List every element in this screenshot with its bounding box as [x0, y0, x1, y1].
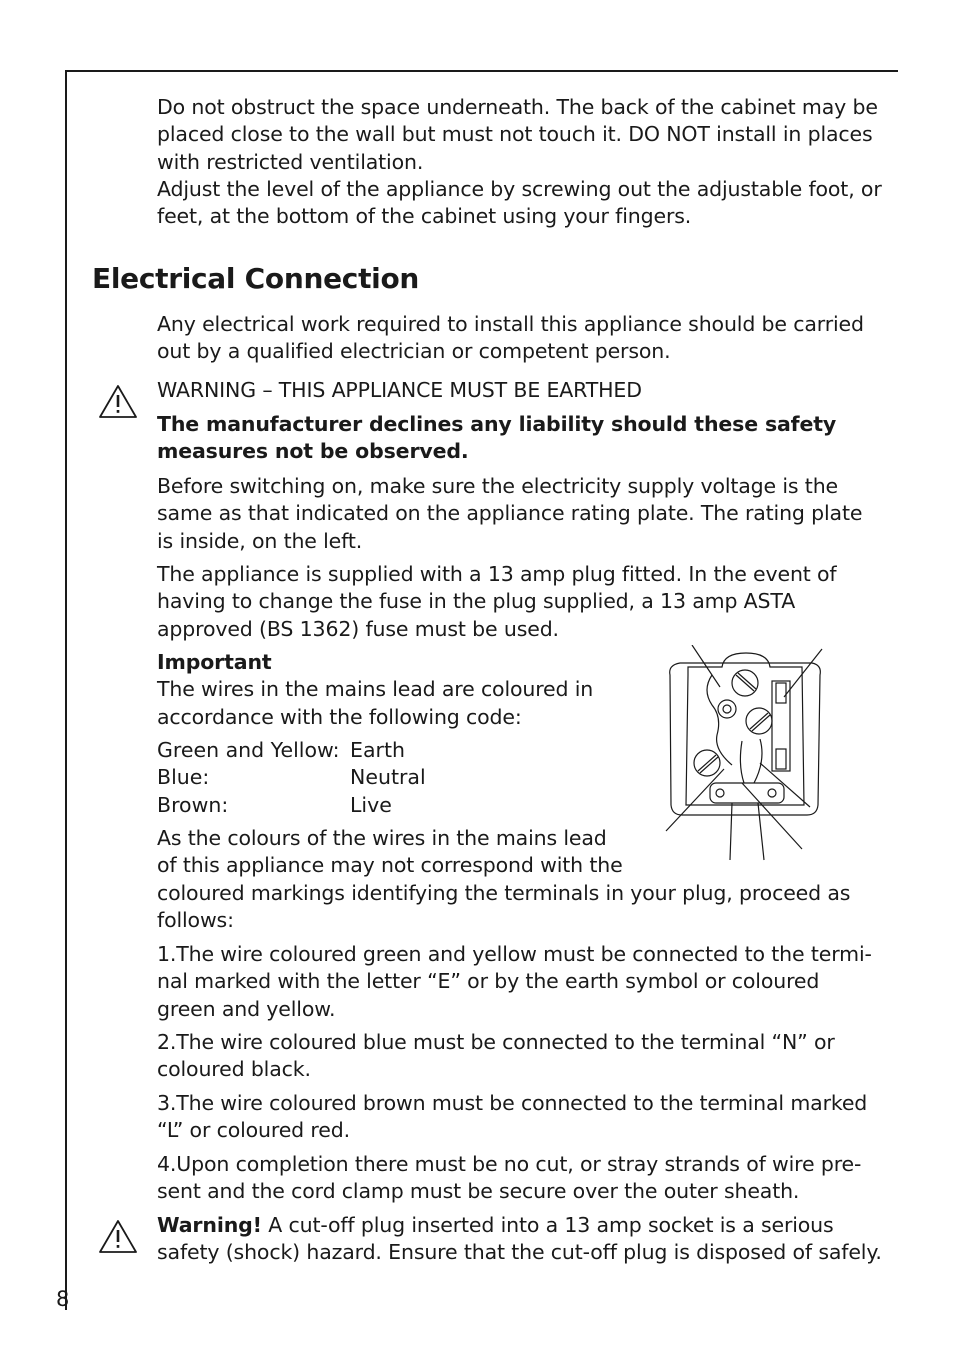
- voltage-text: Before switching on, make sure the electricity supply voltage is the same as that indicated on the appliance rating plate. The rating plate is inside, on the left.: [157, 474, 863, 553]
- step-text: 2.The wire coloured blue must be connected to the terminal “N” or coloured black.: [157, 1030, 835, 1082]
- wire-color: Green and Yellow:: [157, 738, 340, 762]
- final-warning-label: Warning!: [157, 1213, 262, 1237]
- section-heading: Electrical Connection: [92, 262, 420, 295]
- warning-title-block: [157, 377, 882, 404]
- warning-title: WARNING – THIS APPLIANCE MUST BE EARTHED: [157, 378, 642, 402]
- left-rule: [65, 70, 67, 1310]
- step-2: [157, 1029, 882, 1084]
- color-code-row: [157, 792, 426, 819]
- step-text: 1.The wire coloured green and yellow must be connected to the termi-nal marked with the letter “E” or by the earth symbol or coloured green and yellow.: [157, 942, 872, 1021]
- warning-triangle-icon: [98, 1219, 138, 1255]
- step-1: [157, 941, 882, 1023]
- step-text: 3.The wire coloured brown must be connected to the terminal marked “L” or coloured red.: [157, 1091, 868, 1143]
- warning-triangle-icon: [98, 384, 138, 420]
- plug-wiring-diagram: [662, 645, 830, 863]
- intro-paragraph-2: Adjust the level of the appliance by screwing out the adjustable foot, or feet, at the bottom of the cabinet using your fingers.: [157, 176, 882, 229]
- plug-supplied-block: [157, 561, 882, 643]
- important-label: Important: [157, 650, 272, 674]
- final-warning-paragraph: [157, 1212, 882, 1267]
- colours-line-2: of this appliance may not correspond with the: [157, 853, 623, 878]
- color-code-row: [157, 737, 426, 764]
- wires-line-2: accordance with the following code:: [157, 704, 522, 729]
- section-intro: [157, 311, 882, 366]
- color-code-table: [157, 737, 426, 819]
- liability-block: [157, 411, 882, 466]
- step-4: [157, 1151, 882, 1206]
- colours-line-1: As the colours of the wires in the mains lead: [157, 826, 607, 850]
- wire-terminal: Neutral: [350, 765, 426, 790]
- final-warning-block: [157, 1212, 882, 1267]
- wire-color: Brown:: [157, 792, 229, 817]
- plug-supplied-text: The appliance is supplied with a 13 amp plug fitted. In the event of having to change the fuse in the plug supplied, a 13 amp ASTA approved (BS 1362) fuse must be used.: [157, 562, 837, 641]
- wire-terminal: Earth: [350, 738, 405, 762]
- important-block: [157, 649, 627, 731]
- colours-rest: coloured markings identifying the terminals in your plug, proceed as follows:: [157, 880, 851, 932]
- top-rule: [65, 70, 898, 72]
- wire-terminal: Live: [350, 792, 392, 817]
- color-code-row: [157, 764, 426, 791]
- intro-block: [157, 94, 882, 230]
- page-number: 8: [56, 1287, 70, 1311]
- step-text: 4.Upon completion there must be no cut, or stray strands of wire pre-sent and the cord clamp must be secure over the outer sheath.: [157, 1152, 862, 1204]
- wires-line-1: The wires in the mains lead are coloured in: [157, 677, 594, 702]
- final-warning-text: A cut-off plug inserted into a 13 amp socket is a serious safety (shock) hazard. Ensure that the cut-off plug is disposed of safely.: [157, 1213, 882, 1265]
- wire-color: Blue:: [157, 765, 210, 790]
- voltage-block: [157, 473, 882, 555]
- section-intro-text: Any electrical work required to install this appliance should be carried out by a qualified electrician or competent person.: [157, 312, 864, 364]
- liability-text: The manufacturer declines any liability should these safety measures not be observed.: [157, 412, 837, 464]
- intro-paragraph-1: Do not obstruct the space underneath. The back of the cabinet may be placed close to the wall but must not touch it. DO NOT install in places with restricted ventilation.: [157, 95, 878, 174]
- step-3: [157, 1090, 882, 1145]
